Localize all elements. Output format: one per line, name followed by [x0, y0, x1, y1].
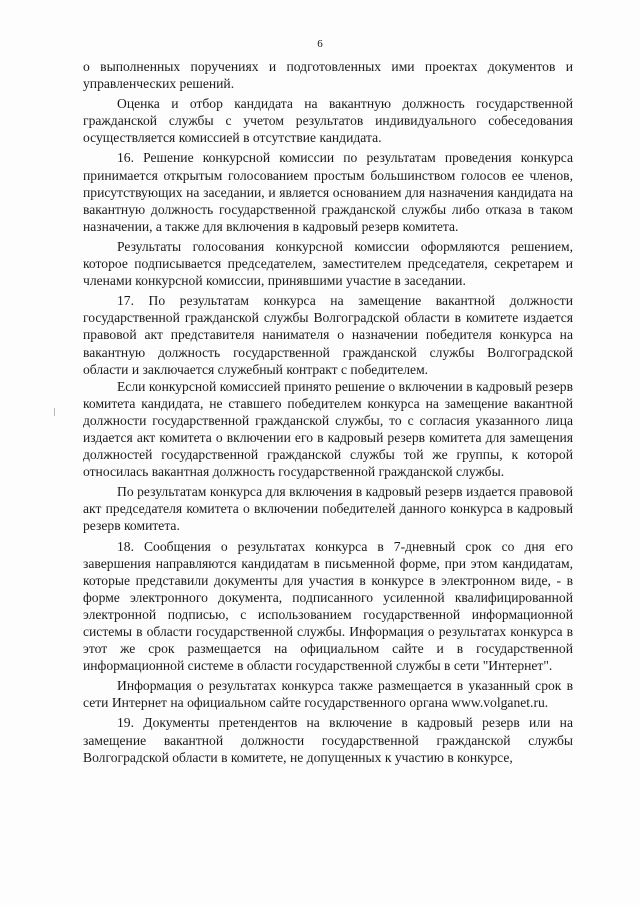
paragraph-results-website: Информация о результатах конкурса также размещается в указанный срок в сети Интернет на официальном сайте государственного органа www.volganet.ru. [83, 678, 573, 711]
paragraph-continuation: о выполненных поручениях и подготовленных ими проектах документов и управленческих решений. [83, 59, 573, 92]
paragraph-18-notifications: 18. Сообщения о результатах конкурса в 7-дневный срок со дня его завершения направляются кандидатам в письменной форме, при этом кандидатам, которые представили документы для участия в конкурсе в электронном виде, - в форме электронного документа, подписанного усиленной квалифицированной электронной подписью, с использованием государственной информационной системы в области государственной службы. Информация о результатах конкурса в этот же срок размещается на официальном сайте и в государственной информационной системе в области государственной службы в сети "Интернет". [83, 538, 573, 674]
page-number: 6 [317, 38, 323, 50]
paragraph-candidate-evaluation: Оценка и отбор кандидата на вакантную должность государственной гражданской службы с учетом результатов индивидуального собеседования осуществляется комиссией в отсутствие кандидата. [83, 96, 573, 146]
paragraph-19-documents: 19. Документы претендентов на включение в кадровый резерв или на замещение вакантной должности государственной гражданской службы Волгоградской области в комитете, не допущенных к участию в конкурсе, [83, 715, 573, 765]
paragraph-voting-results: Результаты голосования конкурсной комиссии оформляются решением, которое подписывается председателем, заместителем председателя, секретарем и членами конкурсной комиссии, принявшими участие в заседании. [83, 238, 573, 289]
paragraph-reserve-inclusion: Если конкурсной комиссией принято решение о включении в кадровый резерв комитета кандидата, не ставшего победителем конкурса на замещение вакантной должности государственной гражданской службы, то с согласия указанного лица издается акт комитета о включении его в кадровый резерв комитета для замещения должностей государственной гражданской службы той же группы, к которой относилась вакантная должность государственной гражданской службы. [83, 378, 573, 480]
document-body [83, 58, 573, 766]
paragraph-16-commission-decision: 16. Решение конкурсной комиссии по результатам проведения конкурса принимается открытым голосованием простым большинством голосов ее членов, присутствующих на заседании, и является основанием для назначения кандидата на вакантную должность государственной гражданской службы либо отказа в таком назначении, а также для включения в кадровый резерв комитета. [83, 150, 573, 234]
scan-margin-mark [54, 408, 55, 416]
paragraph-17-appointment: 17. По результатам конкурса на замещение вакантной должности государственной гражданской службы Волгоградской области в комитете издается правовой акт представителя нанимателя о назначении победителя конкурса на вакантную должность государственной гражданской службы Волгоградской области и заключается служебный контракт с победителем. [83, 293, 573, 377]
paragraph-reserve-competition: По результатам конкурса для включения в кадровый резерв издается правовой акт председателя комитета о включении победителей данного конкурса в кадровый резерв комитета. [83, 484, 573, 534]
